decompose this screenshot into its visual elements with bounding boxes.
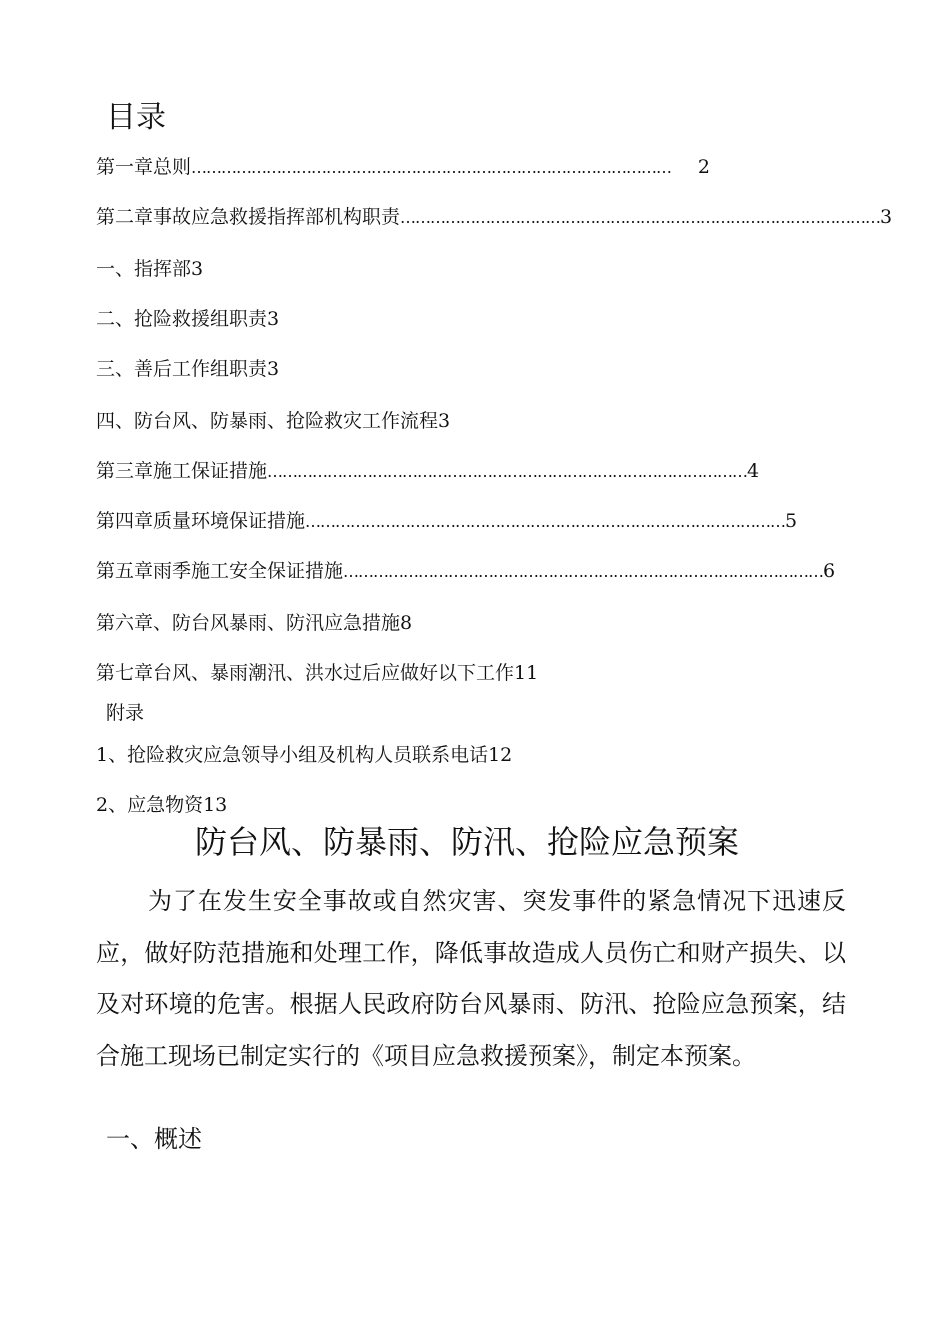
toc-leader-dots: …………………………………………………………………………………… <box>191 158 672 177</box>
toc-entry-text: 第四章质量环境保证措施 <box>96 510 306 532</box>
section-heading-overview: 一、概述 <box>106 1125 202 1153</box>
toc-page-number: 4 <box>747 460 760 482</box>
toc-entry-section-4[interactable]: 四、防台风、防暴雨、抢险救灾工作流程3 <box>96 410 451 432</box>
toc-appendix-label: 附录 <box>106 702 145 724</box>
toc-entry-chapter-6[interactable]: 第六章、防台风暴雨、防汛应急措施8 <box>96 612 413 634</box>
toc-entry-text: 第五章雨季施工安全保证措施 <box>96 560 344 582</box>
toc-entry-section-1[interactable]: 一、指挥部3 <box>96 258 204 280</box>
toc-leader-dots: …………………………………………………………………………………… <box>400 208 881 227</box>
toc-entry-text: 第一章总则 <box>96 156 192 178</box>
toc-title: 目录 <box>106 100 166 135</box>
toc-entry-chapter-5[interactable] <box>96 558 836 585</box>
toc-entry-text: 第三章施工保证措施 <box>96 460 268 482</box>
toc-page-number: 3 <box>880 206 893 228</box>
toc-entry-chapter-4[interactable] <box>96 508 798 535</box>
toc-entry-text: 第二章事故应急救援指挥部机构职责 <box>96 206 401 228</box>
intro-paragraph: 为了在发生安全事故或自然灾害、突发事件的紧急情况下迅速反应，做好防范措施和处理工作，降低事故造成人员伤亡和财产损失、以及对环境的危害。根据人民政府防台风暴雨、防汛、抢险应急预案，结合施工现场已制定实行的《项目应急救援预案》，制定本预案。 <box>96 887 846 1070</box>
toc-entry-chapter-7[interactable]: 第七章台风、暴雨潮汛、洪水过后应做好以下工作11 <box>96 662 539 684</box>
toc-entry-appendix-2[interactable]: 2、应急物资13 <box>96 794 228 816</box>
toc-entry-section-2[interactable]: 二、抢险救援组职责3 <box>96 308 280 330</box>
toc-entry-chapter-3[interactable] <box>96 458 760 485</box>
toc-leader-dots: …………………………………………………………………………………… <box>267 462 748 481</box>
toc-page-number: 5 <box>785 510 798 532</box>
toc-leader-dots: …………………………………………………………………………………… <box>305 512 786 531</box>
toc-entry-section-3[interactable]: 三、善后工作组职责3 <box>96 358 280 380</box>
toc-page-number: 2 <box>697 156 710 178</box>
toc-page-number: 6 <box>823 560 836 582</box>
toc-leader-dots: …………………………………………………………………………………… <box>343 562 824 581</box>
toc-entry-chapter-2[interactable] <box>96 204 893 231</box>
toc-entry-chapter-1[interactable] <box>96 154 710 181</box>
document-title: 防台风、防暴雨、防汛、抢险应急预案 <box>194 823 739 861</box>
toc-entry-appendix-1[interactable]: 1、抢险救灾应急领导小组及机构人员联系电话12 <box>96 744 513 766</box>
